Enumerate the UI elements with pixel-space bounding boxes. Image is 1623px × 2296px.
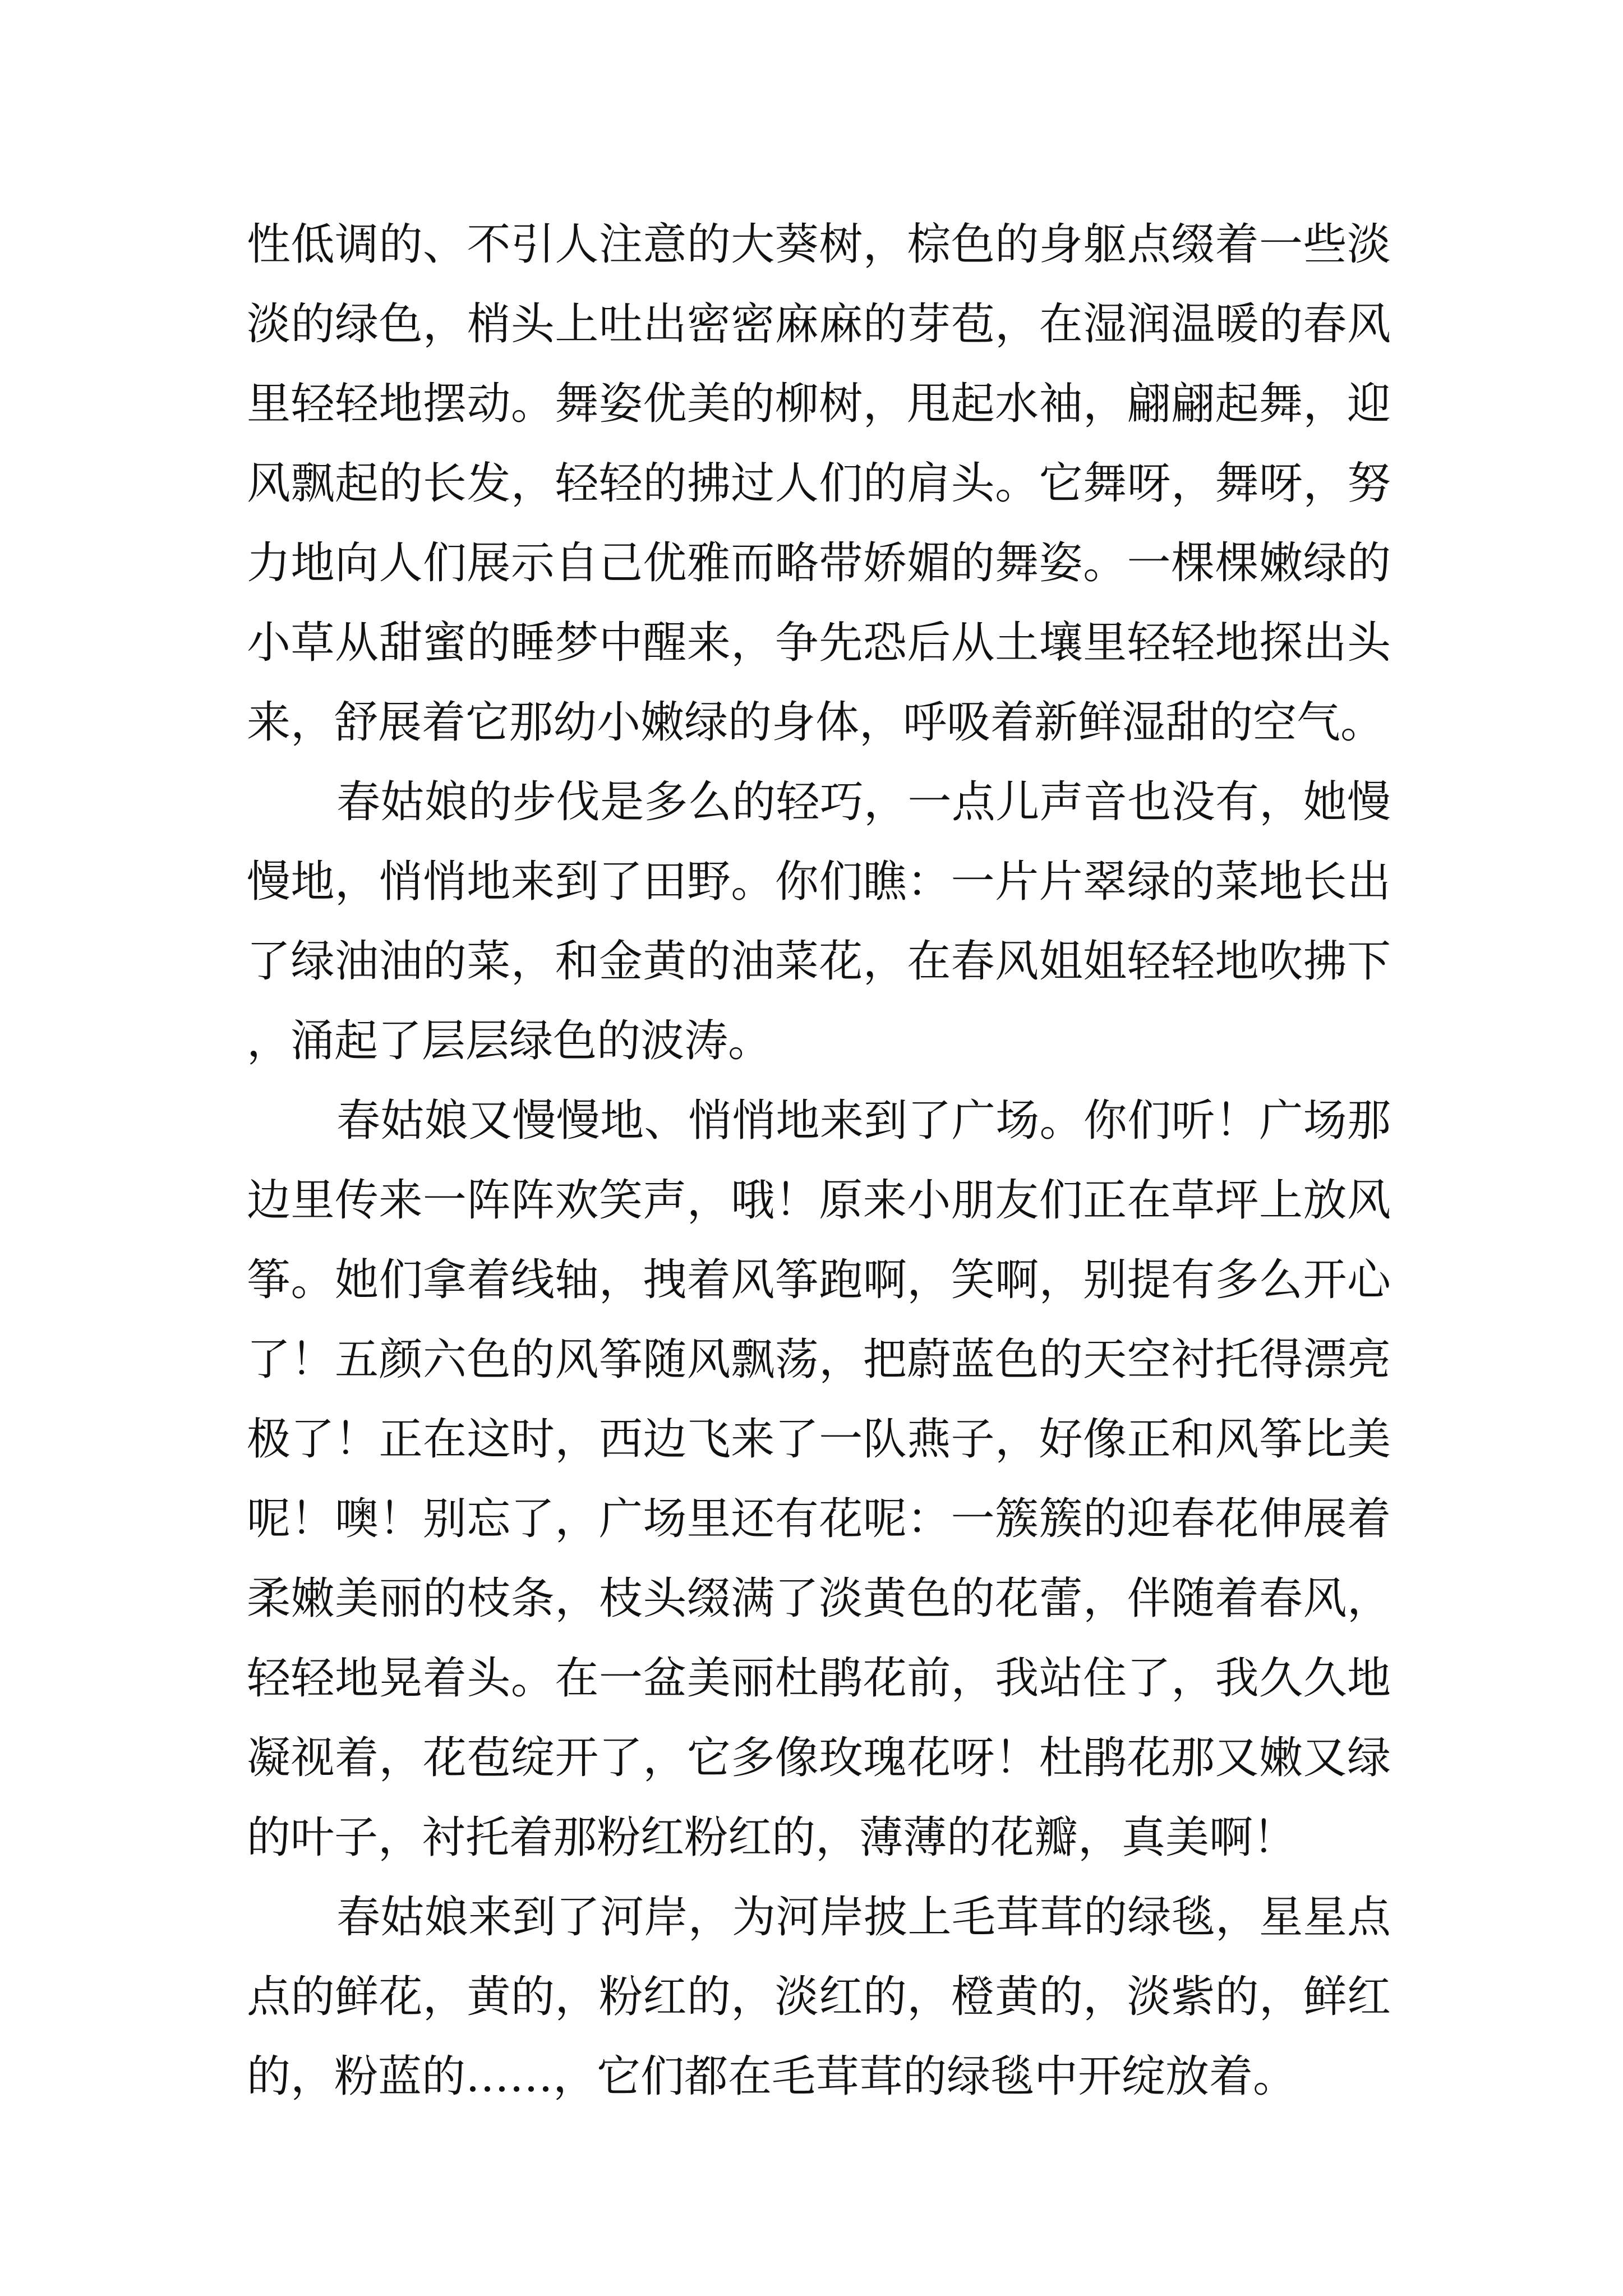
paragraph-fields: 春姑娘的步伐是多么的轻巧，一点儿声音也没有，她慢慢地，悄悄地来到了田野。你们瞧：一片片翠绿的菜地长出了绿油油的菜，和金黄的油菜花，在春风姐姐轻轻地吹拂下，涌起了层层绿色的波涛。 (247, 777, 1391, 1066)
paragraph-trees-and-grass: 性低调的、不引人注意的大葵树，棕色的身躯点缀着一些淡淡的绿色，梢头上吐出密密麻麻的芽苞，在湿润温暖的春风里轻轻地摆动。舞姿优美的柳树，甩起水袖，翩翩起舞，迎风飘起的长发，轻轻的拂过人们的肩头。它舞呀，舞呀，努力地向人们展示自己优雅而略带娇媚的舞姿。一棵棵嫩绿的小草从甜蜜的睡梦中醒来，争先恐后从土壤里轻轻地探出头来，舒展着它那幼小嫩绿的身体，呼吸着新鲜湿甜的空气。 (247, 219, 1391, 748)
article-body (247, 205, 1391, 2116)
paragraph-riverbank: 春姑娘来到了河岸，为河岸披上毛茸茸的绿毯，星星点点的鲜花，黄的，粉红的，淡红的，橙黄的，淡紫的，鲜红的，粉蓝的……，它们都在毛茸茸的绿毯中开绽放着。 (247, 1892, 1391, 2102)
paragraph-square: 春姑娘又慢慢地、悄悄地来到了广场。你们听！广场那边里传来一阵阵欢笑声，哦！原来小朋友们正在草坪上放风筝。她们拿着线轴，拽着风筝跑啊，笑啊，别提有多么开心了！五颜六色的风筝随风飘荡，把蔚蓝色的天空衬托得漂亮极了！正在这时，西边飞来了一队燕子，好像正和风筝比美呢！噢！别忘了，广场里还有花呢：一簇簇的迎春花伸展着柔嫩美丽的枝条，枝头缀满了淡黄色的花蕾，伴随着春风，轻轻地晃着头。在一盆美丽杜鹃花前，我站住了，我久久地凝视着，花苞绽开了，它多像玫瑰花呀！杜鹃花那又嫩又绿的叶子，衬托着那粉红粉红的，薄薄的花瓣，真美啊！ (247, 1096, 1391, 1863)
